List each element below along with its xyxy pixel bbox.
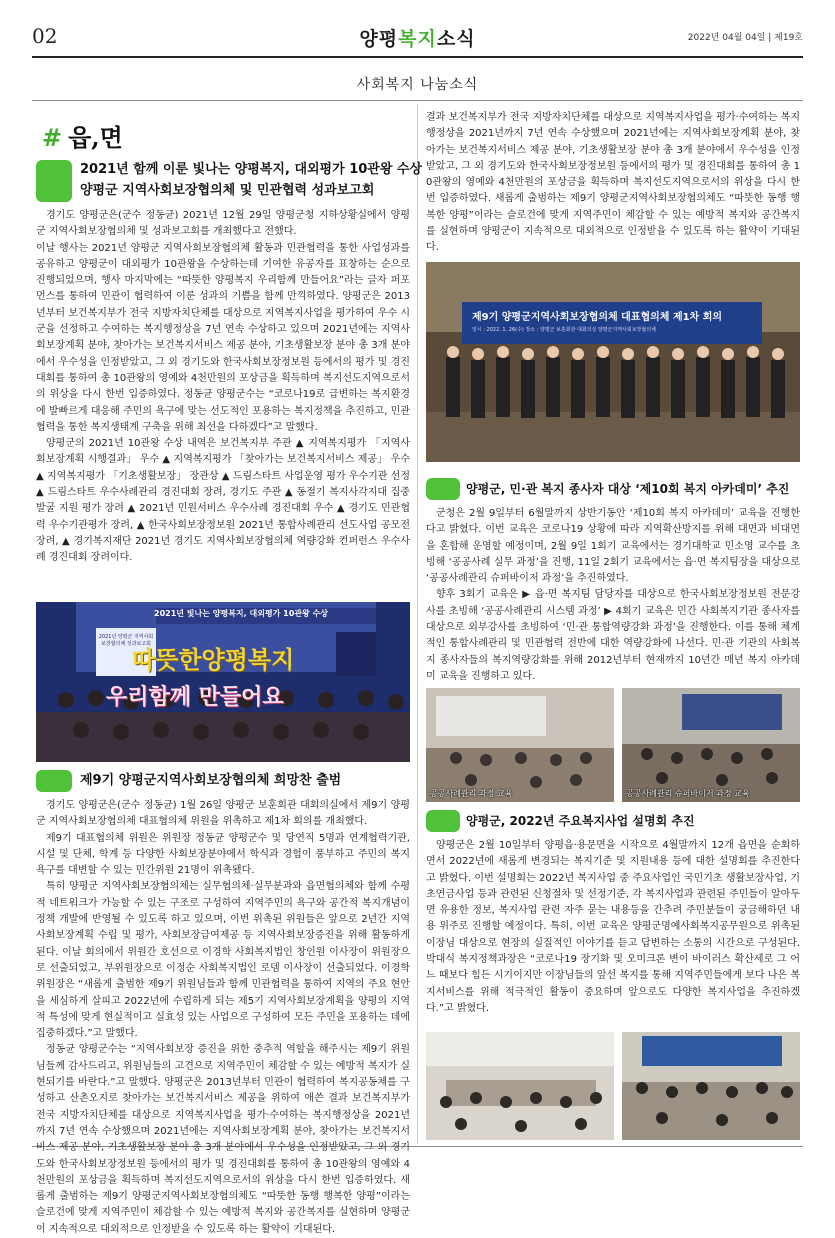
category-label: 읍,면 [68, 123, 123, 152]
header-rule [32, 56, 803, 58]
article4-para1: 양평군은 2월 10일부터 양평읍·용문면을 시작으로 4월말까지 12개 읍면을 순회하면서 2022년에 새롭게 변경되는 복지기준 및 지원내용 등에 대한 설명회를 추진한다고 밝혔다. 이번 설명회는 2022년 복지사업 중 주요사업인 국민기초 생활보장사업, 기초연금사업 등과 관련된 신청절차 및 선정기준, 각 복지사업과 관련된 주민들이 알아두면 유용한 정보, 복지사업 관련 자주 묻는 내용등을 간추려 주민분들이 궁금해하던 내용 위주로 진행할 예정이다. 특히, 이번 교육은 양평군명예사회복지공무원으로 위촉된 이장님 대상으로 현장의 실질적인 이야기를 듣고 답변하는 소통의 시간으로 구성된다. 박대식 복지정책과장은 “코로나19 장기화 및 오미크론 변이 바이러스 확산세로 그 어느 때보다 힘든 시기이지만 이장님들의 앞선 복지를 통해 지역주민들에게 보다 나은 복지서비스를 위해 적극적인 활동이 중요하며 앞으로도 다양한 복지사업을 추진하겠다.”고 밝혔다. [426, 840, 800, 1014]
article3-title-marker [426, 478, 460, 500]
article1-para1: 경기도 양평군은(군수 정동균) 2021년 12월 29일 양평군청 지하상황실에서 양평군 지역사회보장협의체 및 성과보고회를 개최했다고 전했다. [36, 210, 410, 238]
section-title: 사회복지 나눔소식 [356, 77, 479, 93]
logo-part3: 소식 [436, 28, 476, 50]
article3-photo-1 [426, 688, 614, 802]
article3-para2: 향후 3회기 교육은 ▶ 읍·면 복지팀 담당자를 대상으로 한국사회보장정보원 전문강사를 초빙해 ‘공공사례관리 시스템 과정’ ▶ 4회기 교육은 민간 사회복지기관 종사자를 대상으로 외부강사를 초빙하여 ‘민·관 통합역량강화 과정’을 진행한다. 이를 통해 체계적인 통합사례관리 및 민관협력 전반에 대한 역량강화에 나선다. 민·관 기관의 사회복지 종사자들의 복지역량강화를 위해 2012년부터 현재까지 10년간 매년 복지 아카데미 교육을 진행하고 있다. [426, 589, 800, 682]
article2-photo-subtext: 일시 : 2022. 1. 26(수) 장소 : 양평군 보훈회관 대회의실 양평군지역사회보장협의체 [472, 327, 656, 333]
article1-photo-text2: 우리함께 만들어요 [106, 685, 284, 710]
article1-photo [36, 602, 410, 762]
article3-photo-2-caption: 공공사례관리 슈퍼바이저 과정 교육 [626, 789, 750, 798]
issue-date-line: 2022년 04월 04일 | 제19호 [687, 33, 803, 43]
article3-title: 양평군, 민·관 복지 종사자 대상 ‘제10회 복지 아카데미’ 추진 [466, 482, 790, 496]
article2-para4: 정동균 양평군수는 “지역사회보장 증진을 위한 중추적 역할을 해주시는 제9기 위원님들께 감사드리고, 위원님들의 고견으로 지역주민이 체감할 수 있는 예방적 복지가 실현되기를 바란다.”고 말했다. 양평군은 2013년부터 민관이 협력하여 복지공동체를 구성하고 산촌오지로 찾아가는 보건복지서비스 제공을 위하여 애쓴 결과 보건복지부가 전국 지방자치단체를 대상으로 지역복지사업을 평가·수여하는 복지행정상을 2021년까지 7년 연속 수상했으며 2021년에는 지역사회보장계획 분야, 찾아가는 보건복지서비스 제공 분야, 기초생활보장 분야 총 3개 분야에서 우수성을 인정받았고, 그 외 경기도와 한국사회보장정보원 등에서의 평가 및 경진대회를 통하여 총 10관왕의 영예와 4천만원의 포상금을 획득하며 복지선도지역으로서의 위상을 다시 한번 입증하였다. 새롭게 출범하는 제9기 양평군지역사회보장협의체도 “따뜻한 동행 행복한 양평”이라는 슬로건에 맞게 지역주민이 체감할 수 있는 예방적 복지와 공간복지를 실현하며 양평군이 지속적으로 대외적으로 인정받을 수 있도록 하는 활약이 기대된다. [36, 1044, 410, 1235]
column-divider [417, 104, 418, 1144]
article4-photo-2-illustration [622, 1032, 800, 1140]
article4-body [426, 838, 800, 1017]
article2-title: 제9기 양평군지역사회보장협의체 희망찬 출범 [80, 773, 342, 788]
article2-para1: 경기도 양평군은(군수 정동균) 1월 26일 양평군 보훈회관 대회의실에서 제9기 양평군 지역사회보장협의체 대표협의체 위원을 위촉하고 제1차 회의를 개최했다. [36, 800, 410, 828]
article3-photo-2 [622, 688, 800, 802]
hash-mark: # [42, 123, 63, 152]
article1-para2: 이날 행사는 2021년 양평군 지역사회보장협의체 활동과 민관협력을 통한 사업성과를 공유하고 양평군이 대외평가 10관왕을 수상하는데 기여한 유공자를 표창하는 순으로 진행되었으며, 행사 마지막에는 “따뜻한 양평복지 우리함께 만들어요”라는 글자 퍼포먼스를 통하여 민관이 협력하여 이룬 성과의 기쁨을 함께 만끽하였다. 양평군은 2013년부터 보건복지부가 전국 지방자치단체를 대상으로 지역복지사업을 평가하여 우수 시군을 선정하고 수여하는 복지행정상을 7년 연속 수상하고 있으며 2021년에는 지역사회보장계획 분야, 찾아가는 보건복지서비스 제공 분야, 기초생활보장 분야 총 3개 분야에서 우수성을 인정받았고, 그 외 경기도와 한국사회보장정보원 등에서의 평가 및 경진대회를 통하여 총 10관왕의 영예와 4천만원의 포상금을 획득하며 복지선도지역으로서의 위상을 다시 한번 입증하였다. 정동균 양평군수는 “코로나19로 급변하는 복지환경에 발빠르게 대응해 주민의 욕구에 맞는 선도적인 포용하는 복지정책을 추진하고, 민관협력을 통한 복지생태계 구축을 위해 최선을 다하겠다”고 말했다. [36, 242, 410, 433]
article3-photo-2-illustration [622, 688, 800, 802]
article2-body-left [36, 798, 410, 1235]
article1-title: 2021년 함께 이룬 빛나는 양평복지, 대외평가 10관왕 수상 [80, 162, 423, 177]
section-rule [32, 100, 803, 101]
page-header [0, 0, 835, 62]
article1-photo-banner: 2021년 빛나는 양평복지, 대외평가 10관왕 수상 [154, 609, 329, 618]
article3-body [426, 506, 800, 685]
article4-photo-1-illustration [426, 1032, 614, 1140]
article1-subtitle: 양평군 지역사회보장협의체 및 민관협력 성과보고회 [80, 183, 375, 198]
article2-continuation-text: 결과 보건복지부가 전국 지방자치단체를 대상으로 지역복지사업을 평가·수여하는 복지행정상을 2021년까지 7년 연속 수상했으며 2021년에는 지역사회보장계획 분야, 찾아가는 보건복지서비스 제공 분야, 기초생활보장 분야 총 3개 분야에서 우수성을 인정받았고, 그 외 경기도와 한국사회보장정보원 등에서의 평가 및 경진대회를 통하여 총 10관왕의 영예와 4천만원의 포상금을 획득하며 복지선도지역으로서의 위상을 다시 한번 입증하였다. 새롭게 출범하는 제9기 양평군지역사회보장협의체도 “따뜻한 동행 행복한 양평”이라는 슬로건에 맞게 지역주민이 체감할 수 있는 예방적 복지와 공간복지를 실현하며 양평군이 지속적으로 대외적으로 인정받을 수 있도록 하는 활약이 기대된다. [426, 112, 800, 254]
article1-title-marker [36, 160, 72, 202]
article1-photo-text1: 따뜻한양평복지 [132, 646, 295, 674]
article1-para3: 양평군의 2021년 10관왕 수상 내역은 보건복지부 주관 ▲ 지역복지평가 「지역사회보장계획 시행결과」 우수 ▲ 지역복지평가 「찾아가는 보건복지서비스 제공」 우수 ▲ 지역복지평가 「기초생활보장」 장관상 ▲ 드림스타트 사업운영 평가 우수기관 선정 ▲ 드림스타트 우수사례관리 경진대회 장려, 경기도 주관 ▲ 동절기 복지사각지대 집중 발굴 지원 평가 장려 ▲ 2021년 민원서비스 우수사례 경진대회 우수 ▲ 경기도 민관협력 우수기관평가 장려, ▲ 한국사회보장정보원 2021년 통합사례관리 선도사업 공모전 장려, ▲ 경기복지재단 2021년 경기도 지역사회보장협의체 역량강화 컨퍼런스 우수사례 경진대회 장려이다. [36, 438, 410, 564]
article2-title-marker [36, 770, 72, 792]
article3-photo-1-illustration [426, 688, 614, 802]
article4-title-marker [426, 810, 460, 832]
article1-photo-sign: 2021년 양평군 지역사회보장협의체 성과보고회 [98, 634, 154, 647]
category-tag [42, 118, 123, 153]
article4-title: 양평군, 2022년 주요복지사업 설명회 추진 [466, 814, 695, 828]
article2-para3: 특히 양평군 지역사회보장협의체는 실무협의체·실무분과와 읍면협의체와 함께 수평적 네트워크가 가능할 수 있는 구조로 구성하여 지역주민의 욕구와 공간적 복지개념이 정책 개발에 반영될 수 있도록 하고 있으며, 이번 위촉된 위원들은 앞으로 2년간 지역사회보장계획 수립 및 평가, 사회보장급여제공 등 지역사회보장증진을 위해 활동하게 된다. 이날 회의에서 위원간 호선으로 이경학 사회복지법인 창인원 이사장이 위원장으로 선출되었고, 부위원장으로 이정순 사회복지법인 로뎀 이사장이 선출되었다. 이경학 위원장은 “새롭게 출범한 제9기 위원님들과 함께 민관협력을 통하여 지역의 주요 현안을 세심하게 살피고 2022년에 수립하게 되는 제5기 지역사회보장계획을 양평의 지역적 특성에 맞게 현실적이고 실효성 있는 사업으로 구성하여 모든 주민을 포용하는 데에 집중하겠다.”고 말했다. [36, 881, 410, 1040]
article2-photo [426, 262, 800, 462]
article1-body [36, 208, 410, 567]
page-number: 02 [32, 24, 58, 48]
article2-para2: 제9기 대표협의체 위원은 위원장 정동균 양평군수 및 당연직 5명과 연계협력기관, 시설 및 단체, 학계 등 다양한 사회보장분야에서 학식과 경험이 풍부하고 주민의 복지욕구를 대변할 수 있는 민간위원 21명이 위촉됐다. [36, 832, 410, 877]
article4-photo-1 [426, 1032, 614, 1140]
article4-photo-2 [622, 1032, 800, 1140]
article2-photo-illustration [426, 262, 800, 462]
article3-para1: 군청은 2월 9일부터 6월말까지 상반기동안 ‘제10회 복지 아카데미’ 교육을 진행한다고 밝혔다. 이번 교육은 코로나19 상황에 따라 지역확산방지를 위해 대면과 비대면을 혼합해 운영할 예정이며, 2월 9일 1회기 교육에서는 경기대학교 민소영 교수를 초빙해 ‘공공사례 실무 과정’을 진행, 11일 2회기 교육에서는 읍·면 복지팀장을 대상으로 ‘공공사례관리 슈퍼바이저 과정’을 추진하였다. [426, 508, 800, 585]
logo-part2: 복지 [398, 28, 437, 50]
article2-photo-banner: 제9기 양평군지역사회보장협의체 대표협의체 제1차 회의 [472, 312, 723, 323]
logo-part1: 양평 [359, 28, 399, 50]
article3-photo-1-caption: 공공사례관리 과정 교육 [430, 789, 513, 798]
article2-continuation [426, 110, 800, 258]
